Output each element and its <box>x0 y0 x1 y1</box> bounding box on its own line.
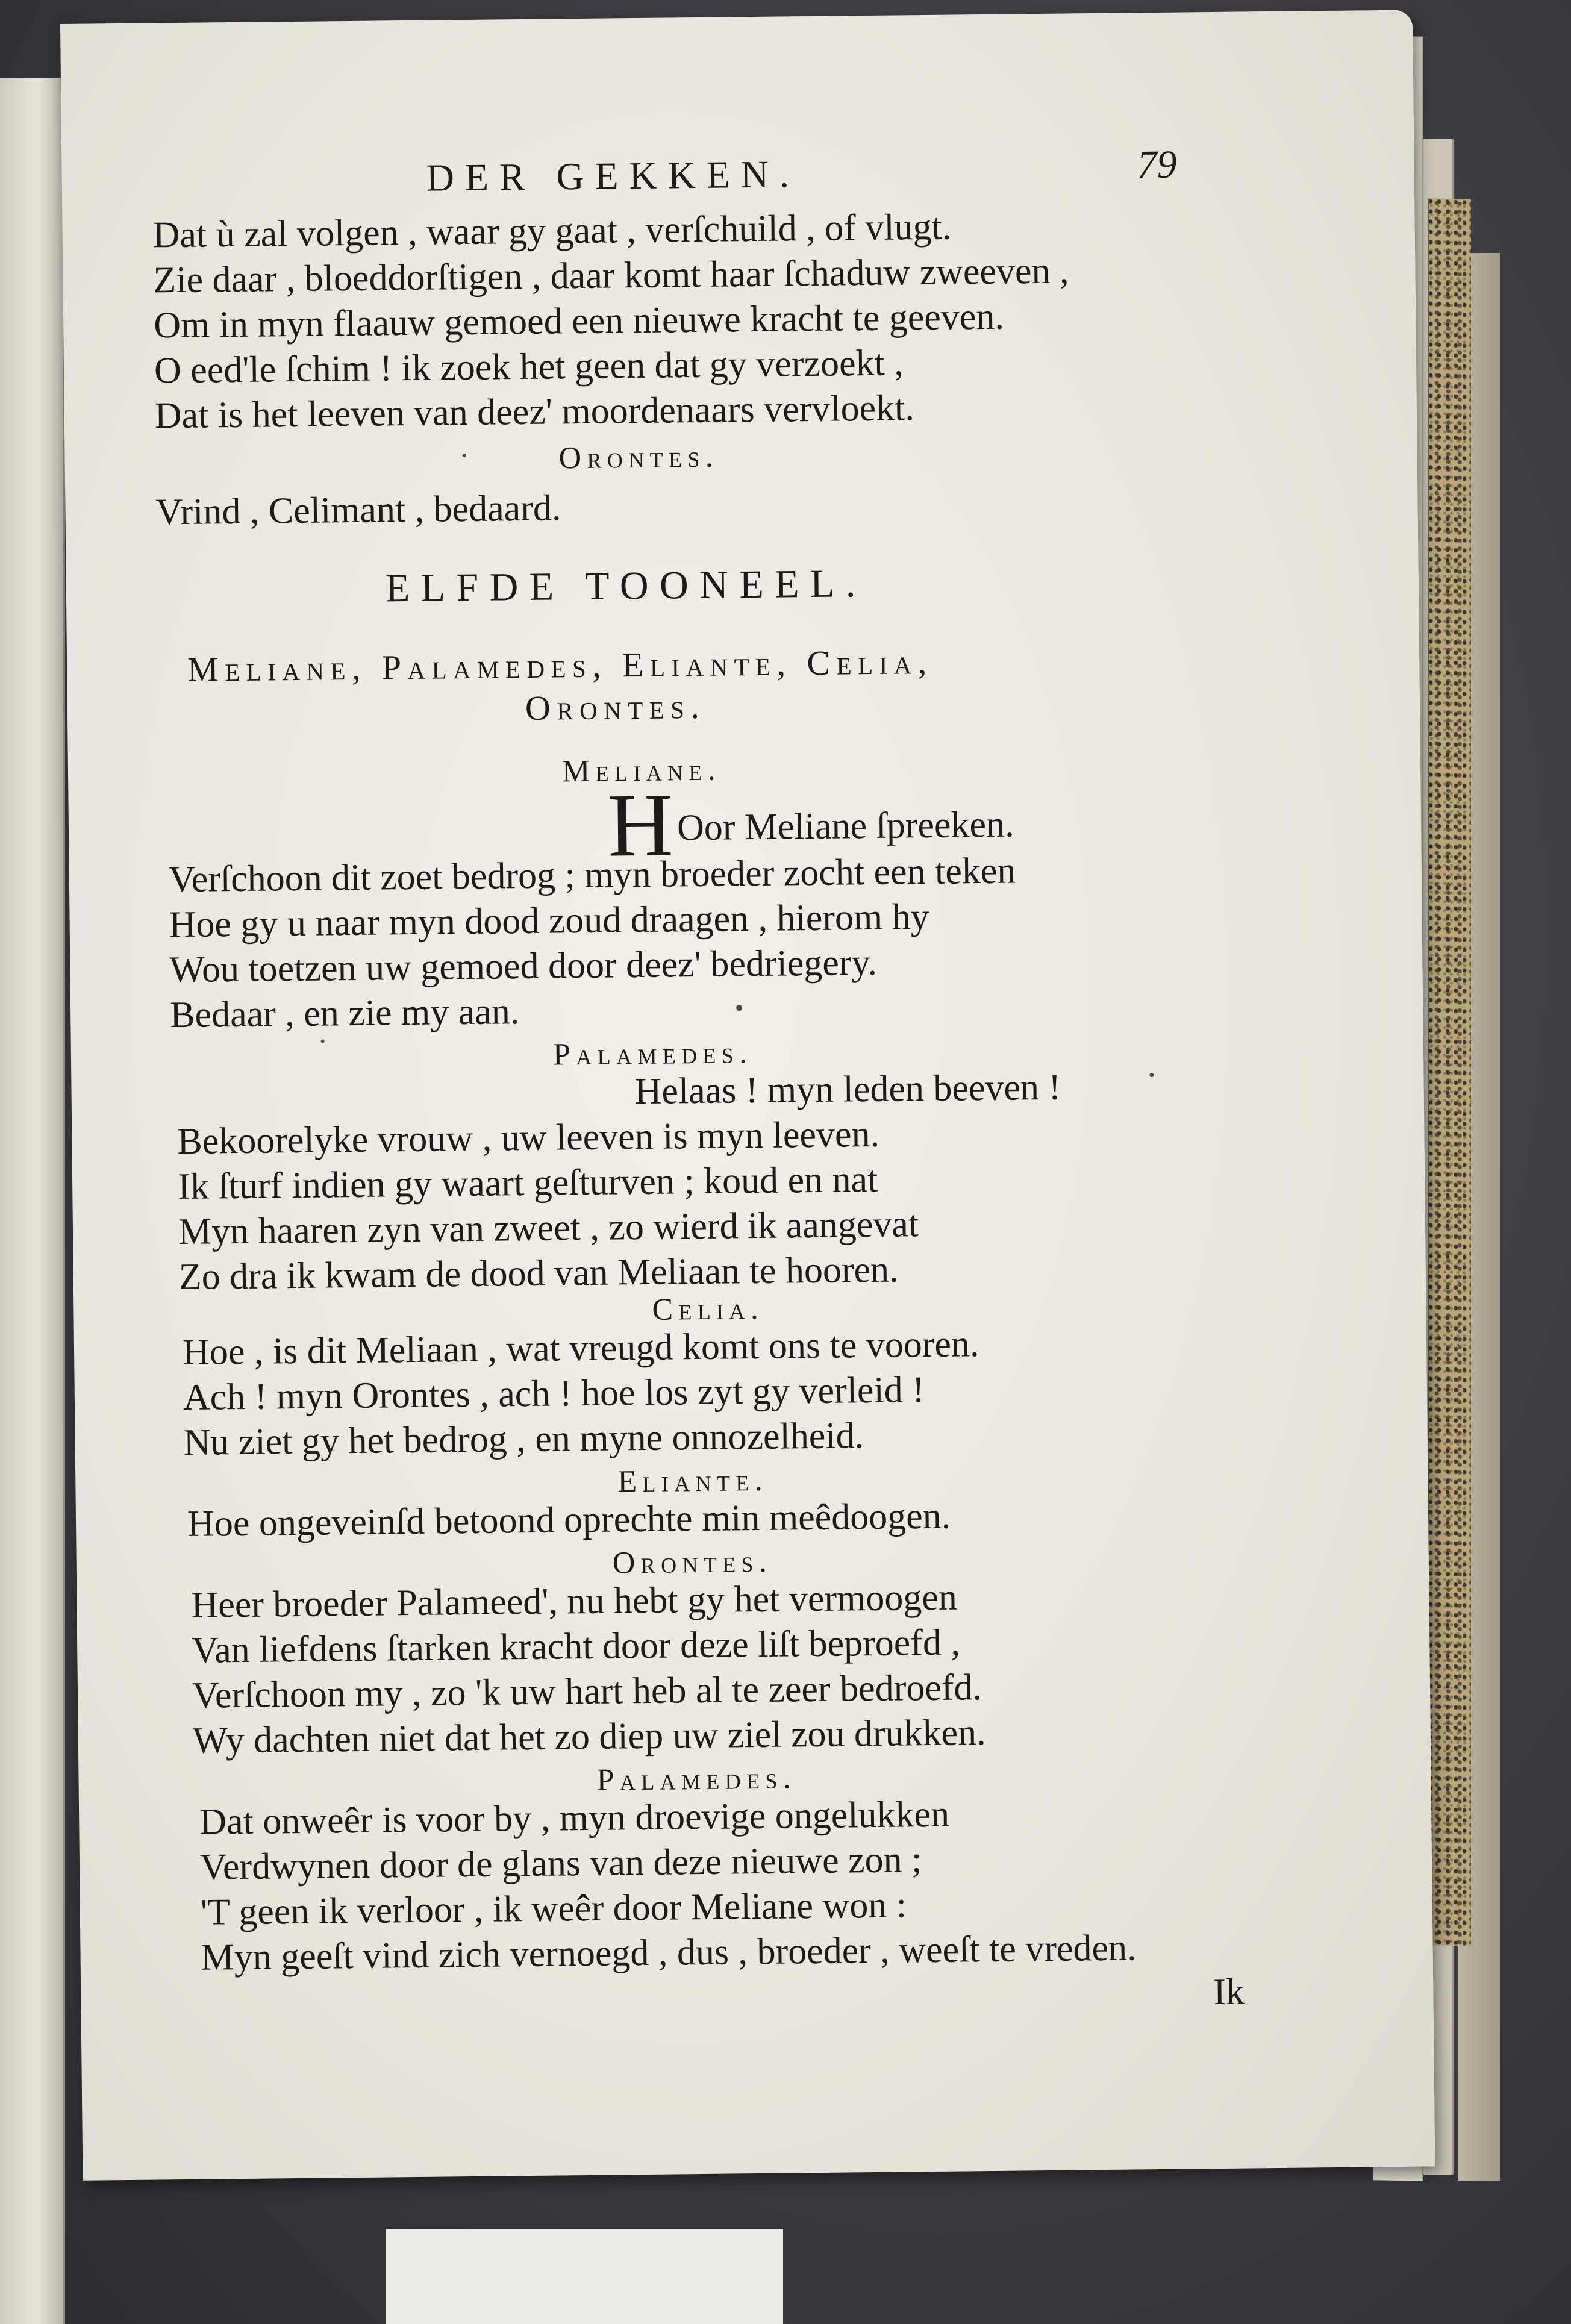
verse-line: Dat is het leeven van deez' moordenaars vervloekt. <box>154 387 915 437</box>
verse-line: Hoe gy u naar myn dood zoud draagen , hierom hy <box>169 896 930 946</box>
ink-speck <box>1149 1073 1154 1077</box>
ink-speck <box>463 454 466 457</box>
bottom-paper-strip <box>386 2229 783 2324</box>
verse-line: Wou toetzen uw gemoed door deez' bedriegery. <box>169 942 878 991</box>
ink-speck <box>321 1039 325 1043</box>
book-page <box>60 10 1435 2180</box>
verse-line: O eed'le ſchim ! ik zoek het geen dat gy verzoekt , <box>154 342 904 392</box>
verse-line: 'T geen ik verloor , ik weêr door Meliane won : <box>200 1884 907 1933</box>
verse-line: Verſchoon my , zo 'k uw hart heb al te zeer bedroefd. <box>192 1667 982 1716</box>
verse-line: Dat ù zal volgen , waar gy gaat , verſchuild , of vlugt. <box>152 206 952 256</box>
verse-line: Verſchoon dit zoet bedrog ; myn broeder zocht een teken <box>168 850 1016 901</box>
verse-line: Nu ziet gy het bedrog , en myne onnozelheid. <box>183 1415 864 1463</box>
verse-line: Ik ſturf indien gy waart geſturven ; koud en nat <box>177 1158 878 1208</box>
verse-line: Myn geeſt vind zich vernoegd , dus , broeder , weeſt te vreden. <box>201 1927 1137 1978</box>
page-number: 79 <box>1137 142 1177 187</box>
verse-line: Zie daar , bloeddorſtigen , daar komt haar ſchaduw zweeven , <box>153 250 1069 301</box>
verse-line: Hoe , is dit Meliaan , wat vreugd komt ons te vooren. <box>182 1323 979 1373</box>
cast-list: Meliane, Palamedes, Eliante, Celia, <box>187 642 933 689</box>
cast-list: Orontes. <box>525 686 706 728</box>
speaker-name: Meliane. <box>561 752 722 789</box>
speaker-name: Orontes. <box>612 1544 773 1581</box>
verse-line: Wy dachten niet dat het zo diep uw ziel zou drukken. <box>192 1712 986 1761</box>
verse-line: Om in myn flaauw gemoed een nieuwe kracht te geeven. <box>153 296 1005 346</box>
verse-line: Bedaar , en zie my aan. <box>169 991 520 1036</box>
verse-line: Helaas ! myn leden beeven ! <box>634 1066 1061 1113</box>
catchword: Ik <box>1213 1971 1245 2013</box>
drop-cap: H <box>607 775 674 876</box>
verse-line: Myn haaren zyn van zweet , zo wierd ik aangevat <box>178 1204 919 1253</box>
left-page-edge <box>0 78 65 2324</box>
speaker-name: Palamedes. <box>596 1761 797 1798</box>
verse-line: Dat onweêr is voor by , myn droevige ongelukken <box>199 1793 950 1843</box>
verse-line: Hoe ongeveinſd betoond oprechte min meêdoogen. <box>187 1495 951 1545</box>
running-title: DER GEKKEN. <box>426 152 801 199</box>
verse-line: Vrind , Celimant , bedaard. <box>155 487 561 533</box>
speaker-name: Celia. <box>652 1291 764 1327</box>
verse-line: Verdwynen door de glans van deze nieuwe zon ; <box>199 1839 922 1888</box>
verse-line: Bekoorelyke vrouw , uw leeven is myn leeven. <box>177 1113 880 1163</box>
speaker-name: Orontes. <box>558 439 719 476</box>
scene-title: ELFDE TOONEEL. <box>385 561 867 611</box>
speckled-page-edge <box>1428 198 1471 1947</box>
verse-line: Ach ! myn Orontes , ach ! hoe los zyt gy verleid ! <box>183 1369 925 1418</box>
ink-speck <box>736 1005 742 1011</box>
verse-line: Zo dra ik kwam de dood van Meliaan te hooren. <box>178 1249 899 1298</box>
verse-line: Oor Meliane ſpreeken. <box>676 804 1014 849</box>
verse-line: Van liefdens ſtarken kracht door deze liſt beproefd , <box>191 1622 961 1671</box>
speaker-name: Eliante. <box>617 1463 769 1499</box>
verse-line: Heer broeder Palameed', nu hebt gy het vermoogen <box>191 1576 958 1626</box>
speaker-name: Palamedes. <box>552 1035 753 1072</box>
